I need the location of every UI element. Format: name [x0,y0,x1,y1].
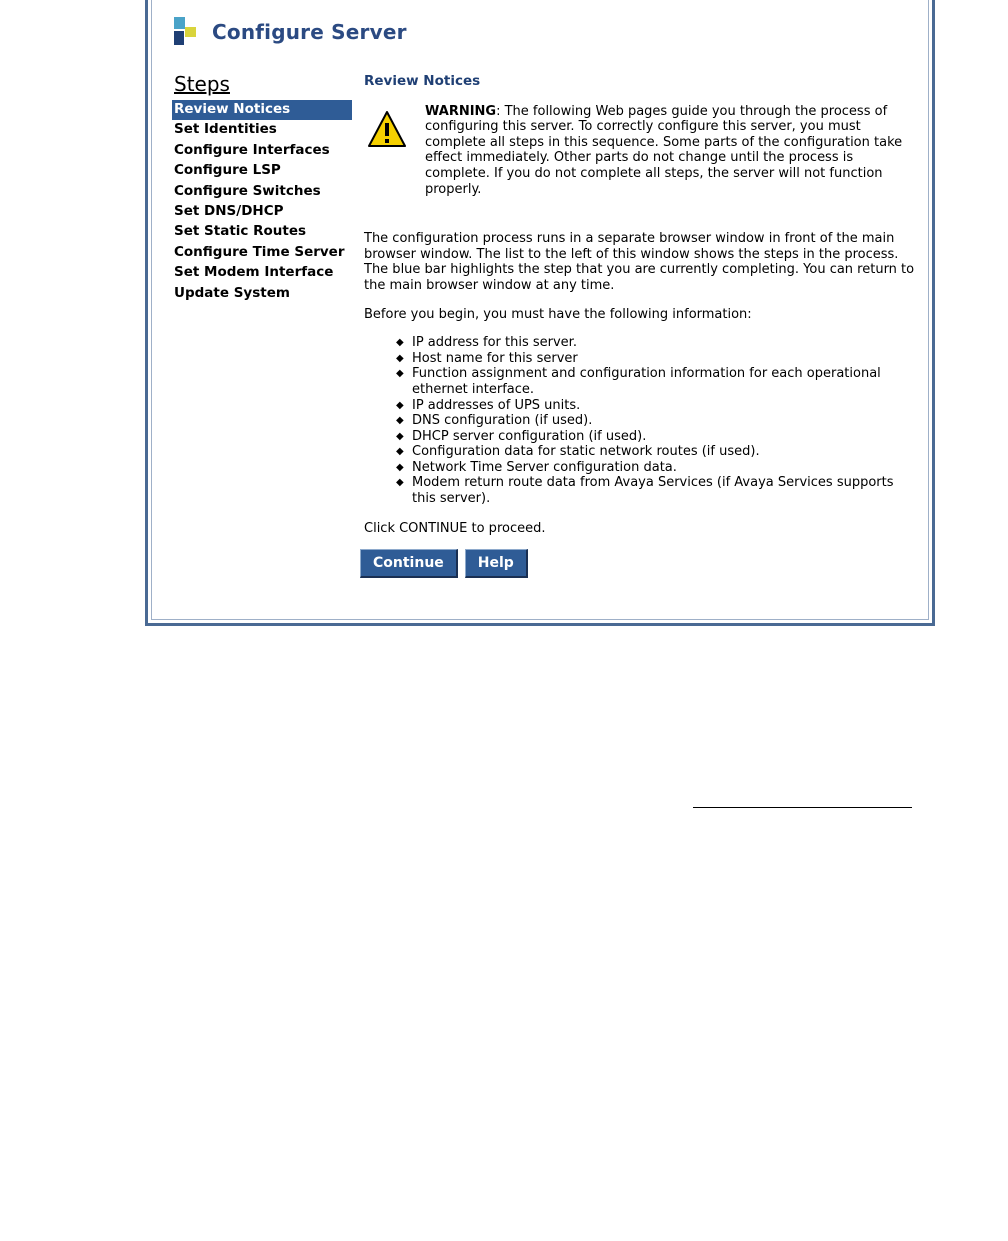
warning-triangle-icon [367,110,407,150]
warning-notice [364,104,919,198]
list-item: ◆ Host name for this server [396,350,578,366]
steps-list [172,100,352,304]
steps-panel [172,72,352,304]
step-configure-switches: Configure Switches [174,182,321,199]
step-set-dns-dhcp: Set DNS/DHCP [174,202,284,219]
steps-heading: Steps [174,72,230,96]
list-item: ◆ Function assignment and configuration information for each operational ethernet interface. [396,366,881,397]
list-item: ◆ DHCP server configuration (if used). [396,428,647,444]
diamond-bullet-icon: ◆ [396,446,404,458]
diamond-bullet-icon: ◆ [396,337,404,349]
step-configure-interfaces: Configure Interfaces [174,141,330,158]
list-item: ◆ IP address for this server. [396,335,577,351]
intro-paragraph: The configuration process runs in a separate browser window in front of the main browser window. The list to the left of this window shows the steps in the process. The blue bar highlights the step that you are currently completing. You can return to the main browser window at any time. [364,231,915,293]
configure-server-window [145,0,935,626]
diamond-bullet-icon: ◆ [396,430,404,442]
step-review-notices: Review Notices [172,100,352,120]
prerequisites-intro: Before you begin, you must have the following information: [364,306,752,322]
list-item: ◆ DNS configuration (if used). [396,413,593,429]
list-item: ◆ Configuration data for static network routes (if used). [396,444,760,460]
main-content [364,74,919,578]
prerequisites-list [364,335,919,507]
proceed-instruction: Click CONTINUE to proceed. [364,520,546,536]
list-item: ◆ Network Time Server configuration data. [396,459,677,475]
step-set-static-routes: Set Static Routes [174,223,307,240]
page-title: Configure Server [212,20,407,44]
diamond-bullet-icon: ◆ [396,477,404,489]
step-configure-lsp: Configure LSP [174,162,281,179]
step-set-identities: Set Identities [174,121,277,138]
window-inner-frame [151,0,929,620]
diamond-bullet-icon: ◆ [396,352,404,364]
footer-rule [693,807,912,808]
window-header [174,16,407,48]
continue-button[interactable]: Continue [360,549,458,578]
warning-text [425,104,919,198]
diamond-bullet-icon: ◆ [396,399,404,411]
list-item: ◆ IP addresses of UPS units. [396,397,581,413]
step-set-modem-interface: Set Modem Interface [174,264,334,281]
diamond-bullet-icon: ◆ [396,461,404,473]
diamond-bullet-icon: ◆ [396,415,404,427]
warning-label: WARNING [425,103,497,119]
content-title: Review Notices [364,73,481,89]
step-configure-time-server: Configure Time Server [174,243,345,260]
warning-body: : The following Web pages guide you through the process of configuring this server. To correctly configure this server, you must complete all steps in this sequence. Some parts of the configuration take effect immediately. Other parts do not change until the process is complete. If you do not complete all steps, the server will not function properly. [425,103,903,197]
help-button[interactable]: Help [465,549,528,578]
avaya-logo-icon [174,17,198,47]
diamond-bullet-icon: ◆ [396,368,404,380]
button-bar [360,549,919,578]
step-update-system: Update System [174,284,290,301]
list-item: ◆ Modem return route data from Avaya Services (if Avaya Services supports this server). [396,475,894,507]
